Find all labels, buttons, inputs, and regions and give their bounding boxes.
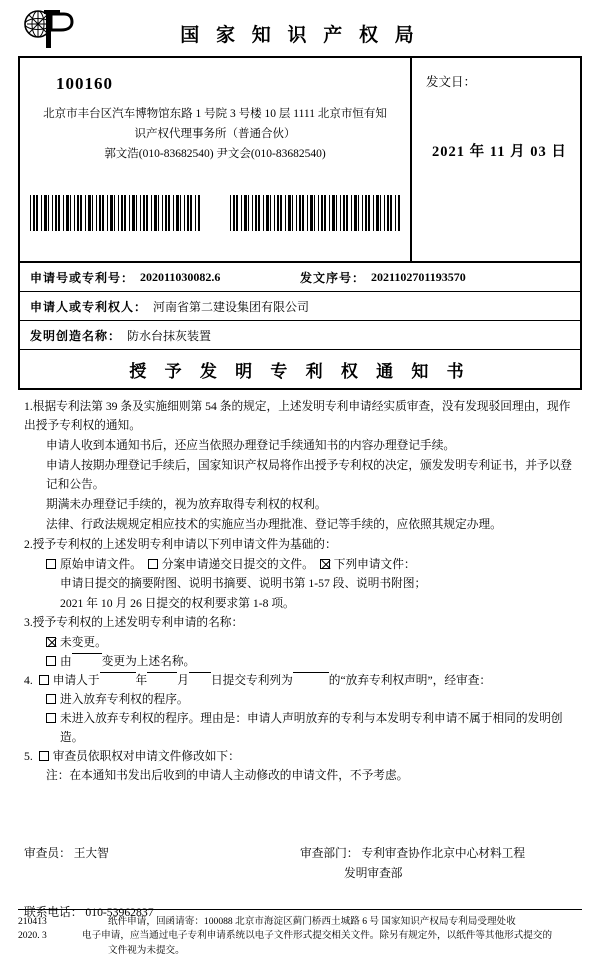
department-block xyxy=(300,844,576,884)
department-value-line1: 专利审查协作北京中心材料工程 xyxy=(361,847,526,861)
footer-text xyxy=(82,915,582,958)
checkbox-icon[interactable] xyxy=(148,559,158,569)
checkbox-label-divisional-docs: 分案申请递交日提交的文件。 xyxy=(161,557,314,571)
paragraph-2: 2.授予专利权的上述发明专利申请以下列申请文件为基础的： xyxy=(24,537,337,551)
checkbox-row-name-changed xyxy=(24,653,576,672)
contact-value: 010-53962837 xyxy=(85,905,154,919)
address-line-3: 郭文浩(010-83682540) 尹文会(010-83682540) xyxy=(104,148,326,161)
document-header xyxy=(18,6,582,58)
footer-code-line1: 210413 xyxy=(18,915,47,927)
month-blank[interactable] xyxy=(147,672,177,673)
serial-number-label: 发文序号： xyxy=(300,270,366,285)
checkbox-icon[interactable] xyxy=(46,694,56,704)
examiner-label: 审查员： xyxy=(24,847,71,861)
send-date-label: 发文日： xyxy=(426,75,477,89)
address-line-1: 北京市丰台区汽车博物馆东路 1 号院 3 号楼 10 层 1111 北京市恒有知 xyxy=(43,108,387,120)
zipcode: 100160 xyxy=(56,74,113,93)
checkbox-label-following-docs: 下列申请文件： xyxy=(333,557,416,571)
year-blank[interactable] xyxy=(100,672,136,673)
paragraph-3: 3.授予专利权的上述发明专利申请的名称： xyxy=(24,616,244,630)
applicant-value: 河南省第二建设集团有限公司 xyxy=(153,299,310,314)
item-4-text-4: 日提交专利列为 xyxy=(210,674,293,688)
checkbox-row-enter-abandon xyxy=(24,691,576,710)
invention-title-label: 发明创造名称： xyxy=(30,328,122,343)
application-number-label: 申请号或专利号： xyxy=(30,270,135,285)
barcode-group xyxy=(30,195,400,231)
applicant-label: 申请人或专利权人： xyxy=(30,299,148,314)
notice-document-page xyxy=(0,6,600,968)
paragraph-1b: 申请人按期办理登记手续后，国家知识产权局将作出授予专利权的决定，颁发发明专利证书，并予以登记和公告。 xyxy=(46,458,572,491)
footer-text-line2: 电子申请，应当通过电子专利申请系统以电子文件形式提交相关文件。除另有规定外，以纸件等其他形式提交的 xyxy=(82,930,553,942)
item-4-text-5: 的“放弃专利权声明”，经审查： xyxy=(328,674,492,688)
checkbox-row-name-unchanged xyxy=(24,634,576,653)
checkbox-icon[interactable] xyxy=(39,751,49,761)
paragraph-1: 1.根据专利法第 39 条及实施细则第 54 条的规定，上述发明专利申请经实质审查，没有发现驳回理由，现作出授予专利权的通知。 xyxy=(24,400,571,432)
recipient-address xyxy=(30,104,400,164)
checkbox-icon[interactable] xyxy=(46,656,56,666)
checkbox-icon[interactable] xyxy=(46,637,56,647)
applicant-row xyxy=(18,292,582,321)
paragraph-1c: 期满未办理登记手续的，视为放弃取得专利权的权利。 xyxy=(46,497,327,511)
checkbox-icon[interactable] xyxy=(46,559,56,569)
checkbox-label-enter-abandon: 进入放弃专利权的程序。 xyxy=(60,693,189,707)
checkbox-label-name-changed-pre: 由 xyxy=(60,655,72,669)
item-4-text-3: 月 xyxy=(177,674,189,688)
paragraph-2d: 申请日提交的摘要附图、说明书摘要、说明书第 1-57 段、说明书附图； xyxy=(60,576,427,590)
checkbox-icon[interactable] xyxy=(320,559,330,569)
item-5-row xyxy=(24,748,576,767)
item-4-text-2: 年 xyxy=(135,674,148,688)
footer-text-line3: 文件视为未提交。 xyxy=(108,944,185,956)
barcode-icon xyxy=(230,195,400,231)
checkbox-icon[interactable] xyxy=(39,675,49,685)
day-blank[interactable] xyxy=(189,672,211,673)
address-left xyxy=(20,58,412,261)
document-title: 授 予 发 明 专 利 权 通 知 书 xyxy=(18,350,582,390)
invention-title-row xyxy=(18,321,582,350)
document-body xyxy=(18,390,582,786)
send-date-value: 2021 年 11 月 03 日 xyxy=(432,144,567,160)
document-footer xyxy=(18,909,582,958)
address-line-2: 识产权代理事务所（普通合伙） xyxy=(134,128,296,141)
contact-label: 联系电话： xyxy=(24,905,83,919)
checkbox-label-examiner-amend: 审查员依职权对申请文件修改如下： xyxy=(52,750,240,764)
checkbox-row-not-enter-abandon xyxy=(24,710,576,748)
barcode-icon xyxy=(30,195,200,231)
send-date-area xyxy=(412,58,580,261)
paragraph-1a: 申请人收到本通知书后，还应当依照办理登记手续通知书的内容办理登记手续。 xyxy=(46,438,456,452)
item-4-row xyxy=(24,672,576,691)
footer-text-line1: 纸件申请，回函请寄：100088 北京市海淀区蓟门桥西土城路 6 号 国家知识产权局专利局受理处收 xyxy=(108,915,516,927)
body-note: 注：在本通知书发出后收到的申请人主动修改的申请文件，不予考虑。 xyxy=(46,769,409,783)
checkbox-label-name-changed-mid: 变更为上述名称。 xyxy=(101,655,196,669)
application-number-row xyxy=(18,263,582,292)
checkbox-label-original-docs: 原始申请文件。 xyxy=(60,557,142,571)
examiner-block xyxy=(24,844,300,884)
application-number-value: 202011030082.6 xyxy=(140,269,221,284)
footer-code-line2: 2020. 3 xyxy=(18,930,47,942)
checkbox-label-not-enter-abandon: 未进入放弃专利权的程序。理由是：申请人声明放弃的专利与本发明专利申请不属于相同的发明创造。 xyxy=(60,712,563,745)
address-block xyxy=(18,58,582,263)
checkbox-row-original-docs xyxy=(24,556,576,575)
signature-block xyxy=(24,844,576,884)
item-4-number: 4. xyxy=(24,674,33,688)
footer-code xyxy=(18,915,82,958)
examiner-name: 王大智 xyxy=(73,847,109,861)
item-5-number: 5. xyxy=(24,750,33,764)
paragraph-1d: 法律、行政法规规定相应技术的实施应当办理批准、登记等手续的，应依照其规定办理。 xyxy=(46,517,502,531)
checkbox-icon[interactable] xyxy=(46,713,56,723)
department-label: 审查部门： xyxy=(300,847,359,861)
patent-blank[interactable] xyxy=(293,672,329,673)
department-value-line2: 发明审查部 xyxy=(344,866,403,880)
serial-number-value: 2021102701193570 xyxy=(371,269,466,284)
item-4-text-1: 申请人于 xyxy=(52,674,100,688)
checkbox-label-name-unchanged: 未变更。 xyxy=(60,636,107,650)
page-title: 国 家 知 识 产 权 局 xyxy=(180,25,420,46)
paragraph-2e: 2021 年 10 月 26 日提交的权利要求第 1-8 项。 xyxy=(60,596,295,610)
name-change-blank[interactable] xyxy=(72,653,102,654)
invention-title-value: 防水台抹灰装置 xyxy=(127,328,212,343)
